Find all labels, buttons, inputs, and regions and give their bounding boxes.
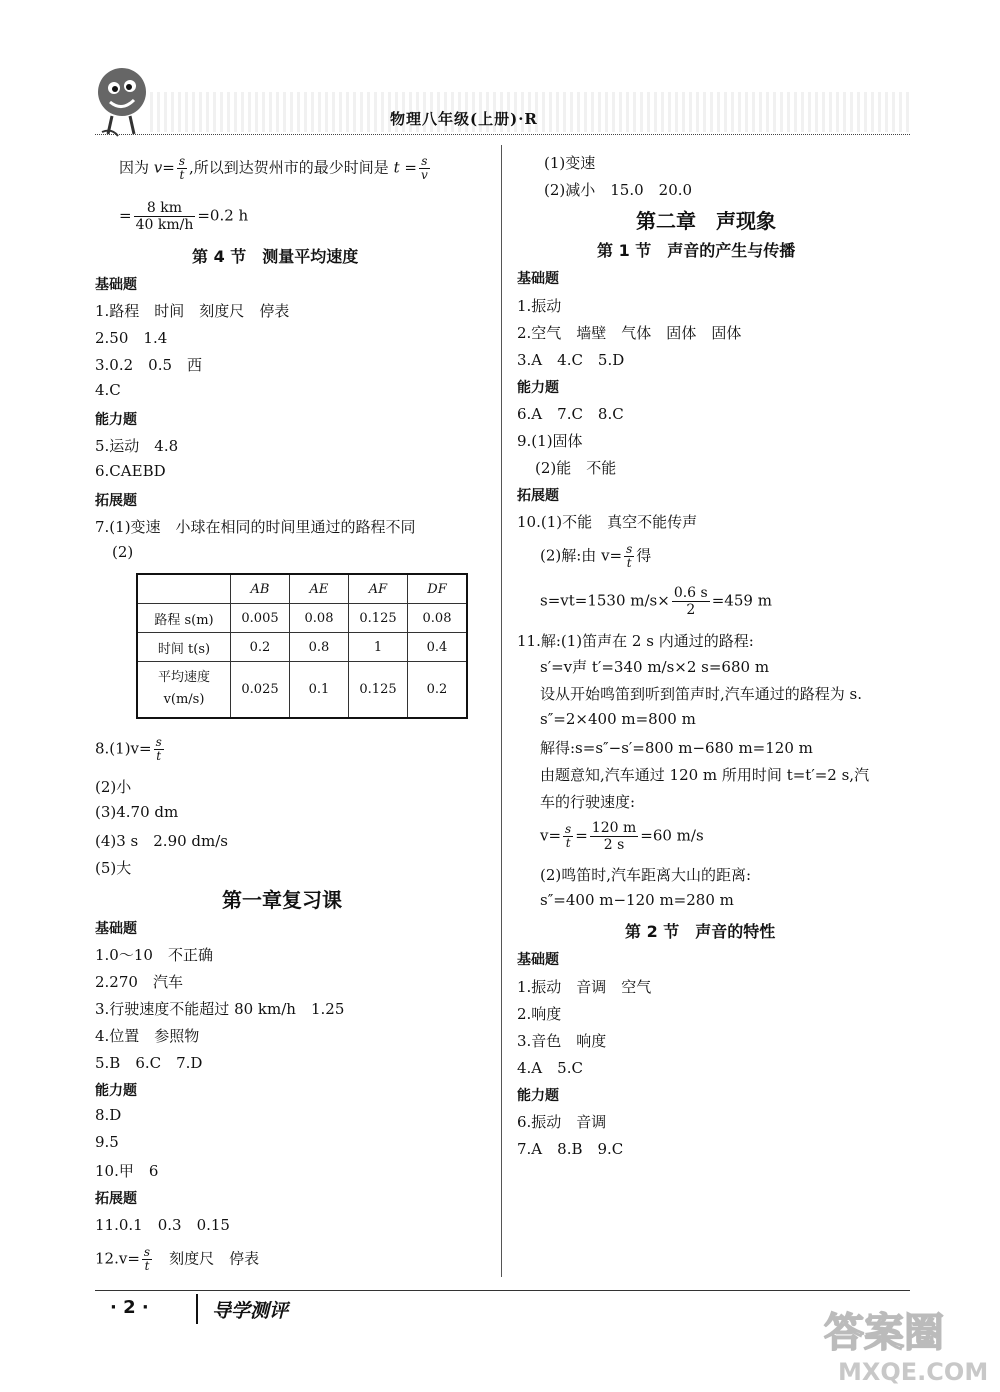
table-cell: 平均速度 v(m/s)	[137, 662, 231, 718]
answer-line: s′=v声 t′=340 m/s×2 s=680 m	[540, 658, 770, 676]
answer-line: 4.C	[95, 381, 121, 399]
table-cell: 0.005	[231, 604, 290, 633]
section-title: 第 2 节 声音的特性	[625, 922, 776, 941]
answer-line: 1.0～10 不正确	[95, 946, 213, 964]
answer-line: 6.A 7.C 8.C	[517, 405, 624, 423]
answer-line: 3.A 4.C 5.D	[517, 351, 625, 369]
table-cell: 0.125	[349, 662, 408, 718]
answer-line: 解得:s=s″−s′=800 m−680 m=120 m	[540, 739, 813, 757]
answer-line: 6.振动 音调	[517, 1113, 607, 1131]
answer-line: (1)变速	[544, 154, 596, 172]
table-cell: 路程 s(m)	[137, 604, 231, 633]
chapter-title: 第二章 声现象	[636, 209, 776, 233]
category-heading: 拓展题	[517, 488, 559, 504]
table-cell: 0.08	[408, 604, 468, 633]
answer-line: s″=2×400 m=800 m	[540, 710, 696, 728]
table-header-cell: AE	[290, 574, 349, 604]
answer-line: (2)鸣笛时,汽车距离大山的距离:	[540, 866, 752, 884]
table-cell: 0.8	[290, 633, 349, 662]
section-title: 第 4 节 测量平均速度	[192, 247, 359, 266]
table-cell: 0.025	[231, 662, 290, 718]
answer-line: 9.5	[95, 1133, 119, 1151]
category-heading: 能力题	[95, 1083, 137, 1099]
watermark-text: 答案圈	[824, 1310, 944, 1356]
data-table	[136, 573, 468, 719]
table-cell: 0.2	[408, 662, 468, 718]
answer-line: (2)	[112, 543, 134, 561]
header-title: 物理八年级(上册)·R	[390, 110, 538, 128]
answer-line: (4)3 s 2.90 dm/s	[95, 832, 229, 850]
answer-line: 10.(1)不能 真空不能传声	[517, 513, 698, 531]
category-heading: 拓展题	[95, 1191, 137, 1207]
table-header-cell: AB	[231, 574, 290, 604]
page-number: · 2 ·	[110, 1297, 149, 1318]
category-heading: 能力题	[517, 1088, 559, 1104]
category-heading: 拓展题	[95, 493, 137, 509]
category-heading: 基础题	[517, 952, 559, 968]
answer-line: 3.0.2 0.5 西	[95, 356, 203, 374]
category-heading: 基础题	[95, 921, 137, 937]
footer-separator	[196, 1294, 198, 1324]
footer-divider	[95, 1290, 910, 1291]
brand-name: 导学测评	[212, 1300, 289, 1322]
answer-line: 8.D	[95, 1106, 122, 1124]
answer-line: v= $\frac{s}{t}$ = $\frac{120 m}{2 s}$ =60 m/s	[540, 820, 704, 853]
answer-line: 7.A 8.B 9.C	[517, 1140, 624, 1158]
mascot-logo	[92, 58, 162, 138]
watermark-text: MXQE.COM	[838, 1358, 989, 1385]
answer-line: 11.解:(1)笛声在 2 s 内通过的路程:	[517, 632, 754, 650]
answer-line: (2)解:由 v= $\frac{s}{t}$ 得	[540, 542, 652, 570]
answer-line: 10.甲 6	[95, 1162, 159, 1180]
answer-line: 设从开始鸣笛到听到笛声时,汽车通过的路程为 s.	[540, 685, 863, 703]
watermark-logo	[820, 1300, 990, 1385]
answer-line: 1.振动	[517, 297, 562, 315]
column-divider	[501, 145, 502, 1277]
answer-line: 6.CAEBD	[95, 462, 166, 480]
answer-line: 4.位置 参照物	[95, 1027, 200, 1045]
answer-line: 7.(1)变速 小球在相同的时间里通过的路程不同	[95, 518, 416, 536]
answer-line: 9.(1)固体	[517, 432, 583, 450]
answer-line: 由题意知,汽车通过 120 m 所用时间 t=t′=2 s,汽	[540, 766, 870, 784]
answer-line: (2)小	[95, 778, 132, 796]
answer-line: (2)能 不能	[535, 459, 617, 477]
answer-line: 因为 v= $\frac{s}{t}$ ,所以到达贺州市的最少时间是 t = $\frac{s}{v}$	[119, 154, 428, 182]
header-divider	[95, 134, 910, 135]
answer-line: 1.振动 音调 空气	[517, 978, 652, 996]
category-heading: 能力题	[95, 412, 137, 428]
answer-line: s″=400 m−120 m=280 m	[540, 891, 734, 909]
answer-line: = $\frac{8 km}{40 km/h}$ =0.2 h	[119, 200, 249, 233]
chapter-title: 第一章复习课	[222, 888, 342, 912]
table-cell: 0.1	[290, 662, 349, 718]
table-header-cell: AF	[349, 574, 408, 604]
answer-line: 5.运动 4.8	[95, 437, 179, 455]
answer-line: 2.270 汽车	[95, 973, 183, 991]
answer-line: 12.v= $\frac{s}{t}$ 刻度尺 停表	[95, 1245, 260, 1273]
table-header-cell	[137, 574, 231, 604]
answer-line: s=vt=1530 m/s× $\frac{0.6 s}{2}$ =459 m	[540, 585, 772, 618]
section-title: 第 1 节 声音的产生与传播	[597, 241, 796, 260]
answer-line: 1.路程 时间 刻度尺 停表	[95, 302, 290, 320]
answer-line: 3.音色 响度	[517, 1032, 607, 1050]
answer-line: (2)减小 15.0 20.0	[544, 181, 693, 199]
table-row	[137, 604, 467, 633]
table-cell: 0.125	[349, 604, 408, 633]
answer-line: 5.B 6.C 7.D	[95, 1054, 203, 1072]
answer-line: (5)大	[95, 859, 132, 877]
table-cell: 0.4	[408, 633, 468, 662]
answer-line: 4.A 5.C	[517, 1059, 583, 1077]
table-header-cell: DF	[408, 574, 468, 604]
table-cell: 时间 t(s)	[137, 633, 231, 662]
answer-line: 2.50 1.4	[95, 329, 168, 347]
table-row	[137, 662, 467, 718]
answer-line: 11.0.1 0.3 0.15	[95, 1216, 230, 1234]
table-row	[137, 633, 467, 662]
answer-line: 2.空气 墙壁 气体 固体 固体	[517, 324, 742, 342]
answer-line: 2.响度	[517, 1005, 562, 1023]
category-heading: 能力题	[517, 380, 559, 396]
table-cell: 0.2	[231, 633, 290, 662]
answer-line: 3.行驶速度不能超过 80 km/h 1.25	[95, 1000, 345, 1018]
category-heading: 基础题	[517, 271, 559, 287]
table-cell: 0.08	[290, 604, 349, 633]
answer-line: 8.(1)v= $\frac{s}{t}$	[95, 735, 162, 763]
answer-line: 车的行驶速度:	[540, 793, 636, 811]
answer-line: (3)4.70 dm	[95, 803, 179, 821]
table-cell: 1	[349, 633, 408, 662]
category-heading: 基础题	[95, 277, 137, 293]
